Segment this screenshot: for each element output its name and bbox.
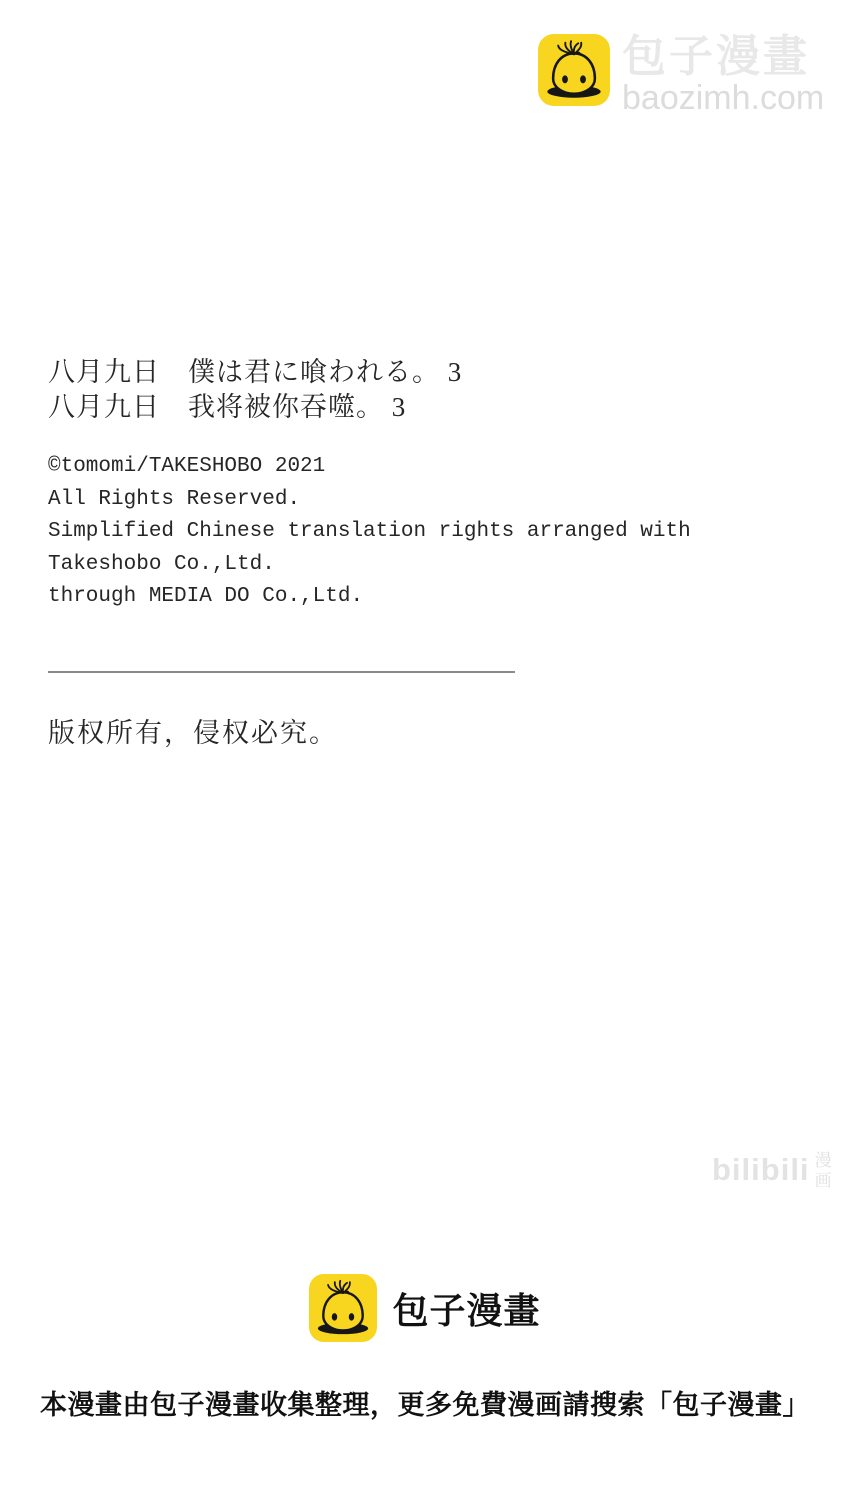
copyright-line-2: All Rights Reserved. bbox=[48, 487, 301, 511]
bilibili-manhua-char-bottom: 画 bbox=[814, 1171, 832, 1190]
bilibili-manhua-label bbox=[815, 1151, 832, 1191]
baozi-logo-icon bbox=[309, 1274, 377, 1342]
bilibili-manhua-char-top: 漫 bbox=[814, 1151, 832, 1170]
title-chinese: 八月九日 我将被你吞噬。 3 bbox=[48, 392, 407, 422]
copyright-line-3: Simplified Chinese translation rights arranged with bbox=[48, 520, 691, 543]
header-watermark-text bbox=[622, 34, 824, 116]
divider-line bbox=[48, 671, 515, 673]
footer-note: 本漫畫由包子漫畫收集整理，更多免費漫画請搜索「包子漫畫」 bbox=[40, 1390, 810, 1420]
copyright-line-4: Takeshobo Co.,Ltd. bbox=[48, 552, 275, 576]
rights-notice: 版权所有，侵权必究。 bbox=[48, 718, 338, 748]
header-watermark bbox=[538, 34, 824, 116]
title-japanese: 八月九日 僕は君に喰われる。 3 bbox=[48, 357, 463, 387]
watermark-brand-text: 包子漫畫 bbox=[622, 32, 810, 81]
footer-brand-text: 包子漫畫 bbox=[392, 1289, 541, 1331]
copyright-line-5: through MEDIA DO Co.,Ltd. bbox=[48, 585, 364, 608]
footer-brand bbox=[0, 1274, 850, 1342]
bilibili-watermark bbox=[712, 1148, 832, 1192]
bilibili-wordmark: bilibili bbox=[712, 1152, 810, 1187]
copyright-block bbox=[48, 451, 691, 614]
baozi-logo-icon bbox=[538, 34, 610, 106]
copyright-line-1: ©tomomi/TAKESHOBO 2021 bbox=[48, 455, 326, 478]
book-title-block bbox=[48, 355, 462, 425]
watermark-domain-text: baozimh.com bbox=[622, 79, 825, 117]
